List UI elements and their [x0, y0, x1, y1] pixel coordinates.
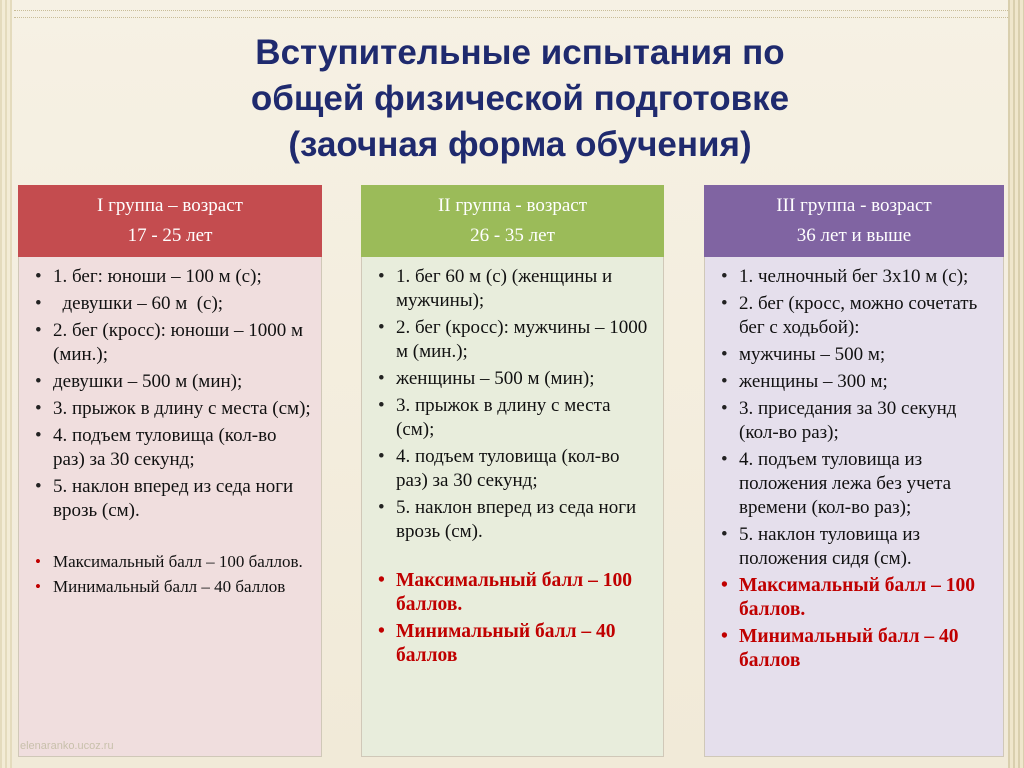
group-3-scores [719, 574, 993, 673]
group-3-header [704, 185, 1004, 257]
list-item: • 1. челночный бег 3х10 м (с); [719, 265, 993, 289]
list-item: • 1. бег 60 м (с) (женщины и мужчины); [376, 265, 653, 313]
max-score-item: • Максимальный балл – 100 баллов. [33, 551, 311, 573]
decorative-border-left [0, 0, 12, 768]
group-2-header [361, 185, 664, 257]
group-2-header-age: 26 - 35 лет [470, 225, 555, 246]
group-1-scores [33, 551, 311, 598]
list-item: • женщины – 500 м (мин); [376, 367, 653, 391]
group-3-header-age: 36 лет и выше [796, 225, 912, 246]
group-1-header [18, 185, 322, 257]
list-item: • мужчины – 500 м; [719, 343, 993, 367]
group-3-body [704, 257, 1004, 757]
title-line-3: (заочная форма обучения) [288, 125, 752, 164]
group-1-header-age: 17 - 25 лет [127, 225, 213, 246]
group-2-requirements [376, 265, 653, 544]
group-3-column [704, 185, 1004, 757]
group-1-column [18, 185, 322, 757]
list-item: • 5. наклон туловища из положения сидя (см). [719, 523, 993, 571]
decorative-border-top [14, 10, 1010, 18]
min-score-item: • Минимальный балл – 40 баллов [376, 620, 653, 668]
list-item: • 2. бег (кросс): мужчины – 1000 м (мин.); [376, 316, 653, 364]
list-item: • 5. наклон вперед из седа ноги врозь (см). [33, 475, 311, 523]
min-score-item: • Минимальный балл – 40 баллов [33, 576, 311, 598]
title-line-1: Вступительные испытания по [255, 33, 785, 72]
list-item: • девушки – 500 м (мин); [33, 370, 311, 394]
list-item: • 1. бег: юноши – 100 м (с); [33, 265, 311, 289]
title-line-2: общей физической подготовке [250, 79, 790, 118]
list-item: • 5. наклон вперед из седа ноги врозь (см). [376, 496, 653, 544]
group-2-column [361, 185, 664, 757]
list-item: • 2. бег (кросс): юноши – 1000 м (мин.); [33, 319, 311, 367]
list-item: • 4. подъем туловища из положения лежа без учета времени (кол-во раз); [719, 448, 993, 520]
group-2-header-title: II группа - возраст [437, 195, 588, 216]
watermark: elenaranko.ucoz.ru [20, 740, 114, 752]
min-score-item: • Минимальный балл – 40 баллов [719, 625, 993, 673]
decorative-border-right [1008, 0, 1024, 768]
list-item: • 4. подъем туловища (кол-во раз) за 30 секунд; [376, 445, 653, 493]
max-score-item: • Максимальный балл – 100 баллов. [376, 569, 653, 617]
group-1-body [18, 257, 322, 757]
group-3-requirements [719, 265, 993, 571]
list-item: • 2. бег (кросс, можно сочетать бег с ходьбой): [719, 292, 993, 340]
slide-title [150, 30, 890, 168]
list-item: • 3. приседания за 30 секунд (кол-во раз); [719, 397, 993, 445]
group-2-scores [376, 569, 653, 668]
list-item: • девушки – 60 м (с); [33, 292, 311, 316]
list-item: • 3. прыжок в длину с места (см); [33, 397, 311, 421]
list-item: • 4. подъем туловища (кол-во раз) за 30 секунд; [33, 424, 311, 472]
list-item: • женщины – 300 м; [719, 370, 993, 394]
group-1-requirements [33, 265, 311, 523]
group-2-body [361, 257, 664, 757]
max-score-item: • Максимальный балл – 100 баллов. [719, 574, 993, 622]
group-1-header-title: I группа – возраст [97, 195, 243, 216]
list-item: • 3. прыжок в длину с места (см); [376, 394, 653, 442]
group-3-header-title: III группа - возраст [776, 195, 932, 216]
